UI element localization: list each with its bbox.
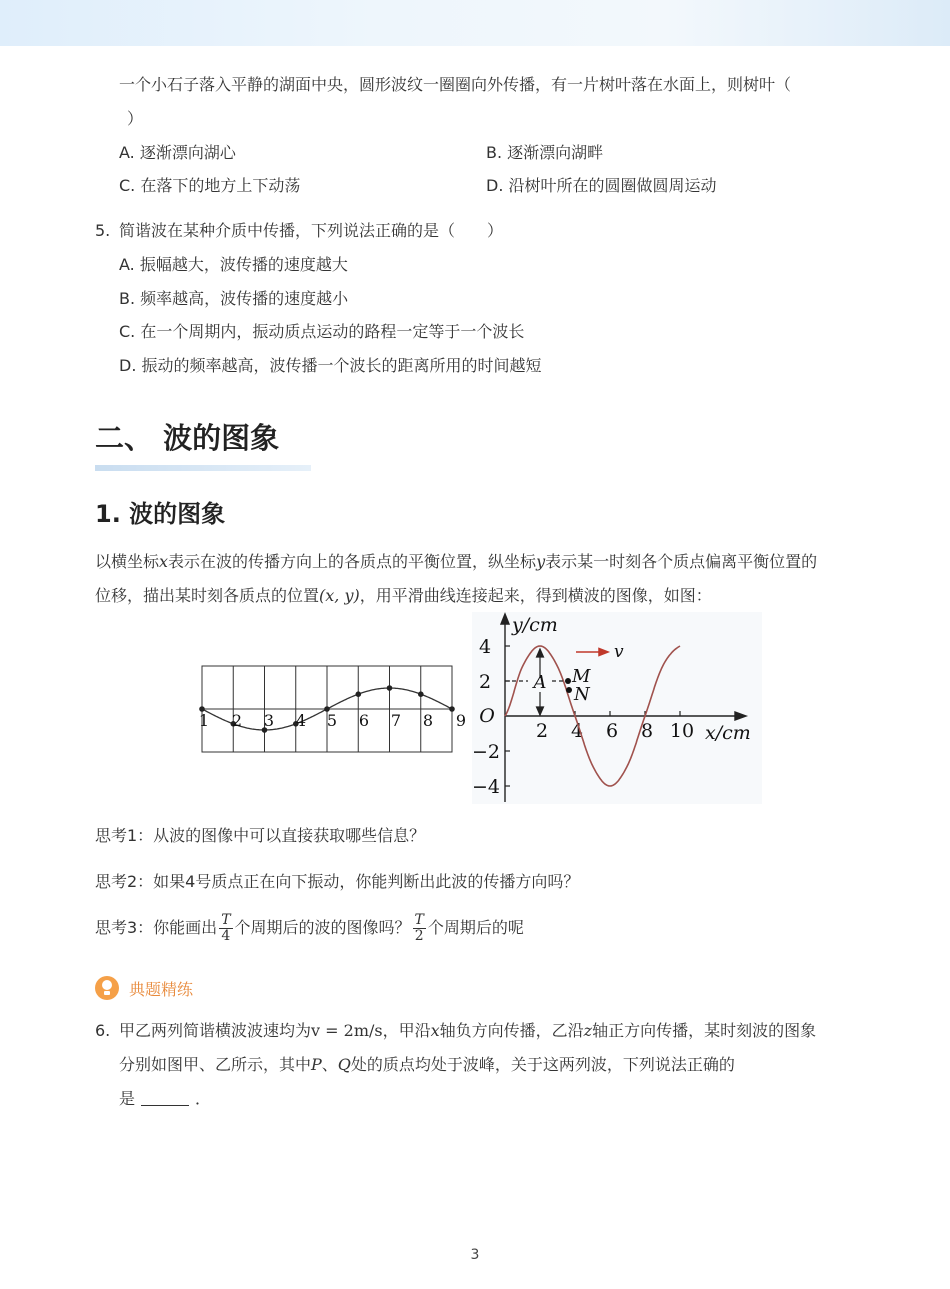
think-3-text-b: 个周期后的波的图像吗？	[234, 918, 411, 937]
q6-line3	[119, 1088, 211, 1110]
q5-stem: 简谐波在某种介质中传播，下列说法正确的是（ ）	[119, 221, 504, 240]
y-tick-2: 2	[478, 671, 492, 693]
x-tick-label: 2	[535, 720, 549, 742]
answer-blank[interactable]	[141, 1089, 189, 1106]
x-axis-label: x/cm	[705, 722, 751, 744]
subsection-title: 1. 波的图象	[95, 500, 226, 528]
practice-heading	[95, 975, 193, 1001]
grid-label-9: 9	[455, 711, 467, 730]
graph-background	[472, 612, 762, 804]
math-y: y	[536, 552, 546, 571]
q6-text: 、	[321, 1055, 338, 1074]
think-3-text-a: 思考3：你能画出	[95, 918, 218, 937]
grid-label-4: 4	[295, 711, 307, 730]
q6-text: 甲乙两列简谐横波波速均为	[119, 1021, 312, 1040]
particle-dot	[387, 685, 393, 691]
grid-label-6: 6	[358, 711, 370, 730]
grid-label-2: 2	[231, 711, 243, 730]
q6-text: 处的质点均处于波峰，关于这两列波，下列说法正确的	[350, 1055, 735, 1074]
intro-text: 表示在波的传播方向上的各质点的平衡位置，纵坐标	[168, 552, 537, 571]
intro-text: 以横坐标	[95, 552, 160, 571]
page-number: 3	[470, 1247, 480, 1263]
q6-text: 轴负方向传播，乙沿	[439, 1021, 584, 1040]
math-x: x	[159, 552, 169, 571]
q6-text: 分别如图甲、乙所示，其中	[119, 1055, 312, 1074]
wave-grid-figure	[195, 660, 470, 760]
x-tick-label: 10	[669, 720, 695, 742]
amplitude-label: A	[533, 672, 547, 693]
think-3-text-c: 个周期后的呢	[427, 918, 524, 937]
q4-stem-line1: 一个小石子落入平静的湖面中央，圆形波纹一圈圈向外传播，有一片树叶落在水面上，则树叶（	[119, 75, 792, 94]
intro-text: ，用平滑曲线连接起来，得到横波的图像，如图：	[359, 586, 712, 605]
math-z: z	[583, 1021, 593, 1040]
q6-line2	[119, 1054, 735, 1076]
grid-label-1: 1	[198, 711, 210, 730]
q5-option-a: A. 振幅越大，波传播的速度越大	[119, 255, 348, 274]
intro-line1	[95, 551, 817, 573]
fraction-denominator: 4	[221, 927, 231, 944]
section-title-underline	[95, 465, 311, 471]
intro-text: 位移，描出某时刻各质点的位置	[95, 586, 320, 605]
grid-label-7: 7	[390, 711, 402, 730]
q5-option-d: D. 振动的频率越高，波传播一个波长的距离所用的时间越短	[119, 356, 542, 375]
q6-number: 6.	[95, 1021, 111, 1040]
fraction-numerator: T	[221, 911, 231, 928]
y-axis-label: y/cm	[512, 614, 558, 636]
fraction-t-over-4	[219, 913, 232, 944]
x-tick-label: 6	[605, 720, 619, 742]
think-1: 思考1：从波的图像中可以直接获取哪些信息？	[95, 826, 426, 845]
grid-label-3: 3	[263, 711, 275, 730]
y-tick-4: 4	[478, 636, 492, 658]
q6-text: 是	[119, 1089, 136, 1108]
q4-option-a: A. 逐渐漂向湖心	[119, 143, 236, 162]
y-tick-neg4: −4	[472, 776, 501, 798]
fraction-t-over-2	[413, 913, 426, 944]
fraction-numerator: T	[414, 911, 424, 928]
grid-label-5: 5	[326, 711, 338, 730]
lightbulb-icon	[95, 976, 119, 1000]
q4-stem-line2: ）	[127, 109, 144, 128]
x-tick-label: 4	[570, 720, 584, 742]
q5-option-c: C. 在一个周期内，振动质点运动的路程一定等于一个波长	[119, 322, 525, 341]
math-x: x	[430, 1021, 440, 1040]
page-header-band	[0, 0, 950, 46]
intro-text: 表示某一时刻各个质点偏离平衡位置的	[545, 552, 818, 571]
q5-option-b: B. 频率越高，波传播的速度越小	[119, 289, 349, 308]
point-m-dot	[565, 678, 571, 684]
point-m-label: M	[572, 666, 591, 687]
q4-option-c: C. 在落下的地方上下动荡	[119, 176, 301, 195]
math-xy: (x, y)	[319, 586, 360, 605]
particle-dot	[449, 706, 455, 712]
q6-text: ．	[195, 1089, 212, 1108]
point-n-dot	[566, 687, 572, 693]
q6-text: 轴正方向传播，某时刻波的图象	[592, 1021, 817, 1040]
q4-option-d: D. 沿树叶所在的圆圈做圆周运动	[486, 176, 717, 195]
grid-label-8: 8	[422, 711, 434, 730]
x-tick-label: 8	[640, 720, 654, 742]
q6-text: ，甲沿	[382, 1021, 431, 1040]
practice-label: 典题精练	[129, 979, 194, 999]
math-velocity: v = 2m/s	[311, 1021, 383, 1040]
particle-dot	[418, 691, 424, 697]
velocity-label: v	[614, 642, 624, 662]
particle-dot	[356, 691, 362, 697]
q4-option-b: B. 逐渐漂向湖畔	[486, 143, 604, 162]
math-p: P	[311, 1055, 322, 1074]
think-2: 思考2：如果4号质点正在向下振动，你能判断出此波的传播方向吗？	[95, 872, 580, 891]
point-n-label: N	[574, 684, 590, 705]
section-title: 二、 波的图象	[95, 421, 280, 455]
q6-line1	[119, 1020, 816, 1042]
intro-line2	[95, 585, 712, 607]
y-tick-neg2: −2	[472, 741, 501, 763]
q5-number: 5.	[95, 221, 111, 240]
fraction-denominator: 2	[414, 927, 424, 944]
think-3	[95, 910, 524, 946]
math-q: Q	[337, 1055, 351, 1074]
origin-label: O	[479, 705, 495, 727]
wave-graph-figure	[472, 612, 762, 804]
